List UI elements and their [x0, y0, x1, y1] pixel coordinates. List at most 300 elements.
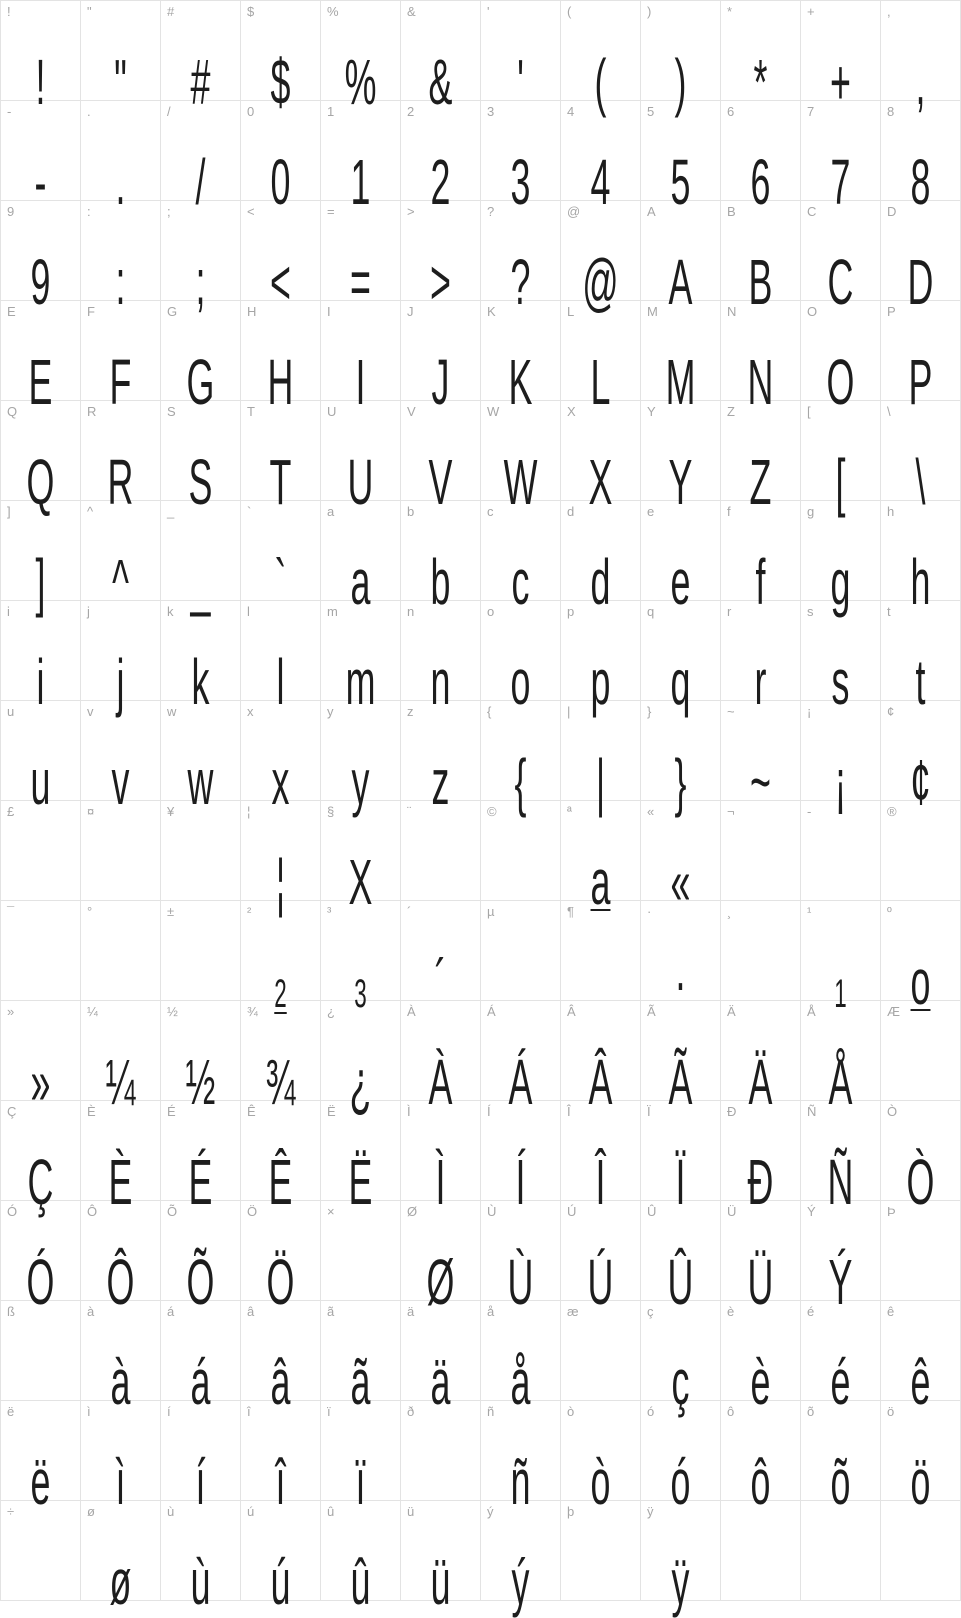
char-cell [1, 501, 81, 618]
char-code-label: W [487, 404, 500, 419]
char-cell [801, 701, 881, 818]
char-cell [721, 1301, 801, 1418]
char-code-label: ^ [87, 504, 94, 519]
char-cell [561, 901, 641, 1001]
char-code-label: Ó [7, 1204, 18, 1219]
char-code-label: Q [7, 404, 18, 419]
char-code-label: ÿ [647, 1504, 654, 1519]
char-glyph: é [830, 1346, 851, 1418]
char-glyph: r [754, 646, 767, 718]
char-glyph: . [115, 146, 126, 218]
char-code-label: s [807, 604, 814, 619]
char-code-label: ± [167, 904, 175, 919]
char-code-label: C [807, 204, 817, 219]
char-cell [641, 1401, 721, 1518]
char-cell [401, 101, 481, 218]
char-code-label: Ç [7, 1104, 17, 1119]
char-cell [801, 101, 881, 218]
char-code-label: a [327, 504, 335, 519]
char-cell [241, 1101, 321, 1218]
char-code-label: _ [167, 504, 175, 519]
char-code-label: p [567, 604, 575, 619]
char-cell [401, 1, 481, 118]
char-code-label: ¿ [327, 1004, 335, 1019]
char-code-label: ¸ [727, 904, 732, 919]
char-glyph: f [755, 546, 766, 618]
char-code-label: f [727, 504, 731, 519]
char-code-label: 5 [647, 104, 655, 119]
char-cell [1, 401, 81, 518]
char-code-label: " [87, 4, 92, 19]
char-cell [1, 1201, 81, 1318]
char-cell [241, 201, 321, 318]
char-cell [401, 1201, 481, 1318]
char-glyph: C [827, 246, 854, 318]
char-code-label: ä [407, 1304, 415, 1319]
char-cell [641, 1, 721, 118]
char-cell [321, 501, 401, 618]
char-cell [641, 701, 721, 818]
char-glyph: * [753, 46, 768, 118]
char-glyph: { [514, 746, 527, 818]
char-glyph: 9 [30, 246, 51, 318]
char-glyph: M [665, 346, 696, 418]
char-glyph: F [109, 346, 132, 418]
char-cell [81, 201, 161, 318]
char-code-label: 4 [567, 104, 575, 119]
char-cell [481, 1401, 561, 1518]
char-glyph: ï [355, 1446, 366, 1518]
char-cell [401, 501, 481, 618]
char-glyph: 3 [354, 972, 367, 1016]
char-glyph: J [431, 346, 450, 418]
char-cell [1, 101, 81, 218]
char-glyph: $ [270, 46, 291, 118]
char-code-label: 7 [807, 104, 815, 119]
char-cell [241, 1201, 321, 1318]
char-glyph: L [590, 346, 611, 418]
char-code-label: F [87, 304, 95, 319]
char-glyph: j [116, 646, 125, 718]
char-glyph: Ü [747, 1246, 774, 1318]
char-cell [241, 1301, 321, 1418]
char-code-label: Å [807, 1004, 816, 1019]
char-code-label: Ê [247, 1104, 256, 1119]
char-cell [401, 701, 481, 818]
char-code-label: B [727, 204, 736, 219]
char-cell [321, 801, 401, 918]
char-code-label: G [167, 304, 178, 319]
char-glyph: ½ [185, 1046, 216, 1118]
char-cell [481, 901, 561, 1001]
char-glyph: 3 [510, 146, 531, 218]
char-code-label: Ò [887, 1104, 898, 1119]
char-cell [881, 301, 961, 418]
char-cell [881, 1, 961, 118]
char-cell [721, 901, 801, 1001]
char-glyph: o [510, 646, 531, 718]
char-code-label: × [327, 1204, 335, 1219]
char-code-label: l [247, 604, 250, 619]
char-glyph: ) [674, 46, 687, 118]
char-cell [801, 201, 881, 318]
char-glyph: 4 [590, 146, 611, 218]
char-code-label: [ [807, 404, 811, 419]
char-glyph: ç [671, 1346, 690, 1418]
char-cell [161, 601, 241, 718]
char-cell [161, 1001, 241, 1118]
char-cell [801, 1301, 881, 1418]
char-glyph: Q [26, 446, 55, 518]
char-cell [401, 1101, 481, 1218]
char-code-label: N [727, 304, 737, 319]
char-glyph: @ [582, 246, 619, 318]
char-code-label: û [327, 1504, 335, 1519]
char-cell [1, 1401, 81, 1518]
char-code-label: Ð [727, 1104, 737, 1119]
char-glyph: K [508, 346, 533, 418]
char-code-label: & [407, 4, 416, 19]
char-cell [721, 401, 801, 518]
char-cell [81, 401, 161, 518]
char-cell [641, 1301, 721, 1418]
char-glyph: E [28, 346, 53, 418]
char-code-label: í [167, 1404, 171, 1419]
char-code-label: o [487, 604, 495, 619]
char-cell [721, 201, 801, 318]
char-glyph: è [750, 1346, 771, 1418]
char-glyph: e [670, 546, 691, 618]
char-cell [161, 1501, 241, 1618]
char-glyph: q [670, 646, 691, 718]
char-cell [321, 1001, 401, 1118]
char-code-label: + [807, 4, 815, 19]
char-cell [241, 601, 321, 718]
char-cell [561, 501, 641, 618]
char-code-label: > [407, 204, 415, 219]
char-glyph: A [668, 246, 693, 318]
char-cell [721, 501, 801, 618]
char-code-label: Â [567, 1004, 576, 1019]
char-cell [641, 301, 721, 418]
char-cell [801, 601, 881, 718]
char-glyph: 7 [830, 146, 851, 218]
char-cell [641, 101, 721, 218]
char-code-label: ® [887, 804, 897, 819]
char-glyph: ¾ [265, 1046, 296, 1118]
char-code-label: î [247, 1404, 251, 1419]
char-cell [241, 1, 321, 118]
char-cell [881, 1101, 961, 1218]
char-code-label: ñ [487, 1404, 495, 1419]
char-glyph: ¿ [349, 1046, 372, 1118]
char-code-label: £ [7, 804, 15, 819]
char-code-label: m [327, 604, 338, 619]
char-cell [881, 801, 961, 901]
char-code-label: I [327, 304, 331, 319]
char-glyph: ´ [434, 946, 447, 1018]
char-code-label: µ [487, 904, 495, 919]
char-code-label: ú [247, 1504, 255, 1519]
char-glyph: Ê [268, 1146, 293, 1218]
char-cell [401, 1401, 481, 1501]
char-code-label: ¥ [167, 804, 175, 819]
char-cell [801, 501, 881, 618]
char-cell [81, 701, 161, 818]
char-glyph: Ø [426, 1246, 455, 1318]
char-cell [401, 1301, 481, 1418]
char-code-label: Ë [327, 1104, 336, 1119]
char-cell [161, 1, 241, 118]
char-glyph: Ã [668, 1046, 693, 1118]
char-cell [241, 301, 321, 418]
char-glyph: a [350, 546, 371, 618]
char-cell [641, 1101, 721, 1218]
char-code-label: Í [487, 1104, 491, 1119]
char-glyph: Ö [266, 1246, 295, 1318]
char-cell [321, 401, 401, 518]
char-cell [321, 701, 401, 818]
char-code-label: ë [7, 1404, 15, 1419]
char-cell [481, 601, 561, 718]
char-cell [321, 201, 401, 318]
char-code-label: d [567, 504, 575, 519]
char-code-label: H [247, 304, 257, 319]
char-cell [81, 1401, 161, 1518]
char-code-label: / [167, 104, 171, 119]
char-code-label: Ô [87, 1204, 98, 1219]
char-code-label: Y [647, 404, 656, 419]
char-code-label: M [647, 304, 658, 319]
char-code-label: % [327, 4, 339, 19]
char-glyph: D [907, 246, 934, 318]
char-glyph: I [355, 346, 366, 418]
char-cell [881, 501, 961, 618]
char-code-label: ð [407, 1404, 415, 1419]
char-code-label: 3 [487, 104, 495, 119]
char-glyph: w [187, 746, 214, 818]
char-code-label: § [327, 804, 335, 819]
char-glyph: n [430, 646, 451, 718]
char-glyph: s [831, 646, 850, 718]
char-code-label: ´ [407, 904, 412, 919]
char-glyph: z [431, 746, 450, 818]
char-code-label: $ [247, 4, 255, 19]
char-code-label: ; [167, 204, 171, 219]
char-glyph: " [114, 46, 127, 118]
char-glyph: m [345, 646, 376, 718]
char-code-label: - [7, 104, 12, 119]
char-glyph: Õ [186, 1246, 215, 1318]
char-cell [881, 1301, 961, 1418]
char-code-label: Ü [727, 1204, 737, 1219]
char-cell [721, 601, 801, 718]
char-code-label: ê [887, 1304, 895, 1319]
char-glyph: à [110, 1346, 131, 1418]
char-glyph: ] [35, 546, 46, 618]
char-code-label: O [807, 304, 818, 319]
char-glyph: V [428, 446, 453, 518]
char-glyph: ñ [510, 1446, 531, 1518]
char-glyph: k [191, 646, 210, 718]
char-code-label: , [887, 4, 891, 19]
char-code-label: º [887, 904, 892, 919]
char-code-label: ! [7, 4, 11, 19]
char-cell [721, 1201, 801, 1318]
char-cell [161, 1101, 241, 1218]
char-code-label: Ú [567, 1204, 577, 1219]
char-code-label: @ [567, 204, 581, 219]
char-code-label: L [567, 304, 575, 319]
char-code-label: v [87, 704, 94, 719]
char-cell [481, 201, 561, 318]
char-code-label: · [647, 904, 652, 919]
char-glyph: ò [590, 1446, 611, 1518]
char-cell [881, 1501, 961, 1601]
char-code-label: ¾ [247, 1004, 258, 1019]
char-glyph: 0 [270, 146, 291, 218]
char-code-label: è [727, 1304, 735, 1319]
char-glyph: ^ [112, 546, 129, 618]
char-code-label: ý [487, 1504, 494, 1519]
char-glyph: Â [588, 1046, 613, 1118]
char-glyph: _ [190, 546, 211, 618]
char-cell [1, 1501, 81, 1601]
char-cell [241, 1001, 321, 1118]
char-cell [881, 601, 961, 718]
char-cell [561, 1, 641, 118]
char-glyph: À [428, 1046, 453, 1118]
char-glyph: 1 [834, 972, 847, 1016]
char-cell [241, 101, 321, 218]
char-cell [641, 601, 721, 718]
char-glyph: á [190, 1346, 211, 1418]
char-code-label: þ [567, 1504, 575, 1519]
char-glyph: - [34, 146, 47, 218]
char-cell [481, 401, 561, 518]
char-cell [321, 1301, 401, 1418]
char-glyph: \ [915, 446, 926, 518]
char-code-label: * [727, 4, 733, 19]
char-cell [321, 1501, 401, 1618]
char-cell [321, 1401, 401, 1518]
char-glyph: õ [830, 1446, 851, 1518]
char-code-label: g [807, 504, 815, 519]
char-glyph: Ä [748, 1046, 773, 1118]
char-code-label: ã [327, 1304, 335, 1319]
char-cell [161, 801, 241, 901]
char-glyph: N [747, 346, 774, 418]
char-glyph: Å [828, 1046, 853, 1118]
char-code-label: ï [327, 1404, 331, 1419]
char-cell [81, 1001, 161, 1118]
char-cell [81, 901, 161, 1001]
char-glyph: ü [430, 1546, 451, 1618]
char-cell [321, 101, 401, 218]
char-code-label: k [167, 604, 174, 619]
char-cell [1, 1101, 81, 1218]
char-cell [241, 801, 321, 918]
char-cell [561, 301, 641, 418]
char-cell [481, 301, 561, 418]
char-code-label: Ý [807, 1204, 816, 1219]
char-cell [481, 1201, 561, 1318]
char-code-label: Ä [727, 1004, 736, 1019]
char-cell [561, 401, 641, 518]
char-code-label: © [487, 804, 497, 819]
char-cell [81, 1201, 161, 1318]
char-cell [161, 701, 241, 818]
char-code-label: = [327, 204, 335, 219]
char-cell [161, 1401, 241, 1518]
char-cell [641, 801, 721, 918]
char-cell [401, 1501, 481, 1618]
char-glyph: ~ [750, 746, 771, 818]
char-cell [881, 201, 961, 318]
char-cell [481, 1301, 561, 1418]
char-glyph: O [826, 346, 855, 418]
char-glyph: ' [517, 46, 524, 118]
char-cell [801, 1201, 881, 1318]
char-code-label: ß [7, 1304, 15, 1319]
char-cell [561, 601, 641, 718]
char-glyph: > [430, 246, 451, 318]
char-code-label: A [647, 204, 656, 219]
char-cell [321, 301, 401, 418]
char-cell [1, 1301, 81, 1401]
char-code-label: : [87, 204, 91, 219]
char-code-label: À [407, 1004, 416, 1019]
char-cell [241, 1501, 321, 1618]
char-code-label: x [247, 704, 254, 719]
char-cell [241, 501, 321, 618]
char-cell [641, 401, 721, 518]
char-glyph: ú [270, 1546, 291, 1618]
char-code-label: c [487, 504, 494, 519]
char-code-label: r [727, 604, 732, 619]
char-glyph: · [674, 946, 687, 1018]
char-code-label: « [647, 804, 655, 819]
char-glyph: Î [595, 1146, 606, 1218]
char-code-label: » [7, 1004, 15, 1019]
char-cell [721, 1001, 801, 1118]
char-cell [401, 1001, 481, 1118]
char-glyph: Ú [587, 1246, 614, 1318]
char-code-label: J [407, 304, 414, 319]
char-cell [561, 101, 641, 218]
char-cell [481, 1, 561, 118]
char-cell [561, 1401, 641, 1518]
char-glyph: , [915, 46, 926, 118]
char-glyph: Ï [675, 1146, 686, 1218]
char-code-label: ? [487, 204, 495, 219]
char-cell [161, 501, 241, 618]
char-glyph: R [107, 446, 134, 518]
char-glyph: % [344, 46, 377, 118]
char-glyph: = [350, 246, 371, 318]
char-cell [401, 401, 481, 518]
char-code-label: Á [487, 1004, 496, 1019]
char-glyph: â [270, 1346, 291, 1418]
char-cell [801, 1501, 881, 1601]
char-glyph: ã [350, 1346, 371, 1418]
char-glyph: < [270, 246, 291, 318]
char-cell [641, 501, 721, 618]
char-glyph: # [190, 46, 211, 118]
char-cell [721, 301, 801, 418]
char-code-label: ² [247, 904, 252, 919]
char-glyph: h [910, 546, 931, 618]
